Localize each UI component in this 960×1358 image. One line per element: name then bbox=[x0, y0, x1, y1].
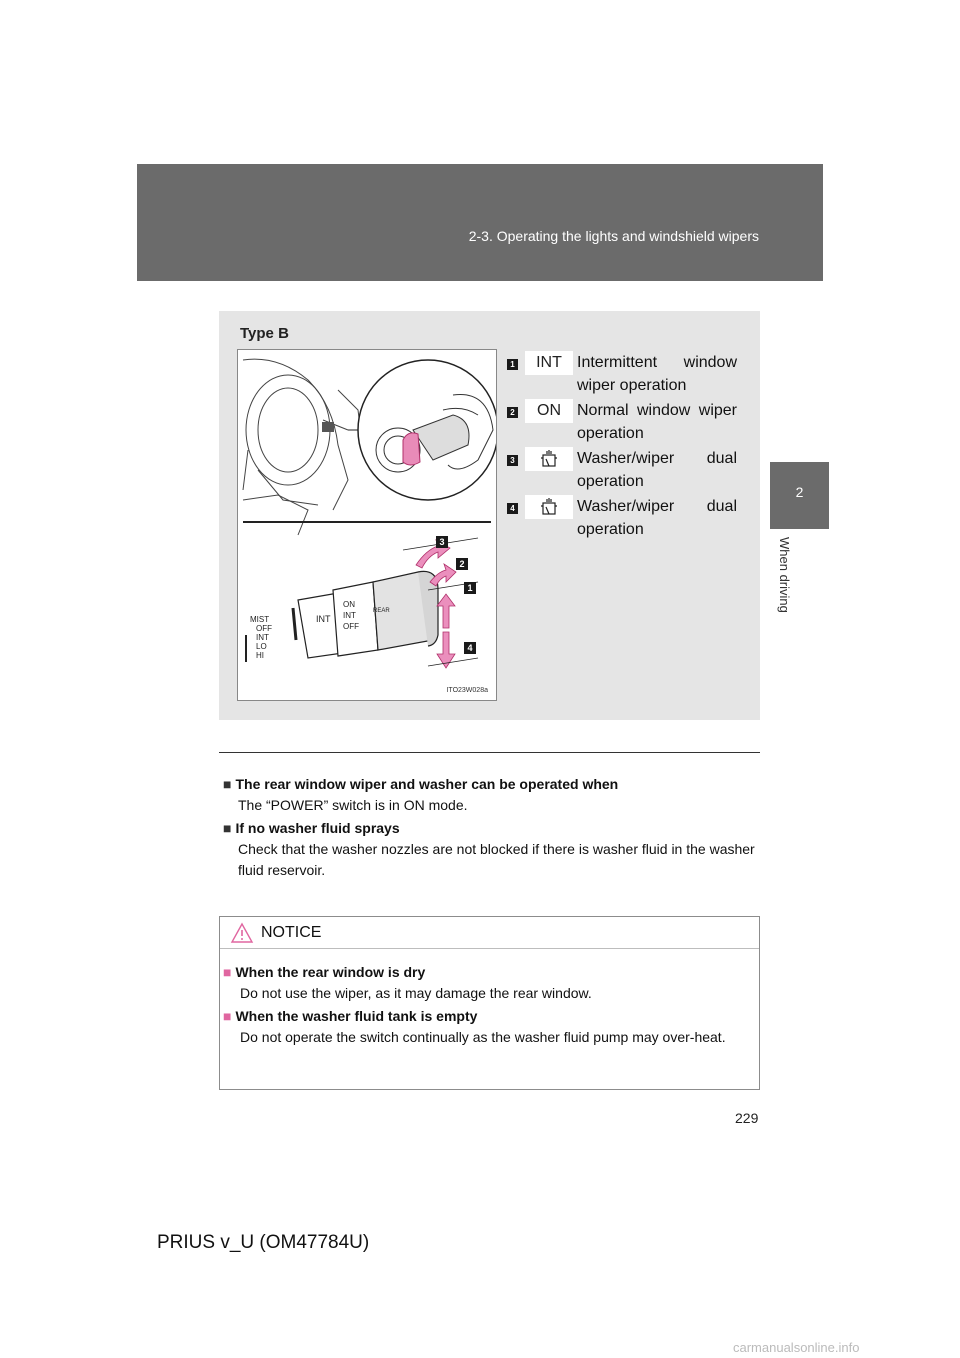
stalk-label-lo: LO bbox=[256, 642, 267, 651]
square-bullet-icon: ■ bbox=[223, 1008, 232, 1024]
square-bullet-icon: ■ bbox=[223, 776, 232, 792]
wiper-illustration bbox=[237, 349, 497, 701]
chapter-header bbox=[137, 164, 823, 281]
stalk-label-rear: REAR bbox=[373, 608, 390, 614]
legend-text: Intermittent window wiper operation bbox=[577, 354, 737, 394]
notice-content bbox=[220, 949, 759, 1048]
stalk-label-int: INT bbox=[256, 633, 269, 642]
note-heading: ■ The rear window wiper and washer can be operated when bbox=[223, 776, 619, 792]
stalk-label-hi: HI bbox=[256, 651, 264, 660]
notice-box bbox=[219, 916, 760, 1090]
legend-text: Washer/wiper dual operation bbox=[577, 450, 737, 490]
chapter-number: 2 bbox=[795, 484, 804, 500]
legend-mark bbox=[525, 447, 573, 471]
note-body: Check that the washer nozzles are not blocked if there is washer fluid in the washer fluid reservoir. bbox=[238, 841, 755, 878]
stalk-label-int-ring: INT bbox=[316, 614, 331, 624]
callout-4: 4 bbox=[467, 643, 473, 653]
stalk-label-mist: MIST bbox=[250, 615, 270, 624]
wiper-legend bbox=[505, 349, 745, 541]
stalk-label-rear-off: OFF bbox=[343, 622, 359, 631]
rear-washer-icon bbox=[538, 450, 560, 468]
note-body: The “POWER” switch is in ON mode. bbox=[238, 797, 468, 813]
legend-item bbox=[505, 349, 745, 397]
legend-item bbox=[505, 493, 745, 541]
square-bullet-icon: ■ bbox=[223, 964, 232, 980]
notice-body: Do not use the wiper, as it may damage the rear window. bbox=[240, 985, 592, 1001]
section-title: 2-3. Operating the lights and windshield wipers bbox=[468, 228, 759, 244]
illustration-code: ITO23W028a bbox=[446, 687, 488, 694]
callout-2: 2 bbox=[459, 559, 465, 569]
notice-title: NOTICE bbox=[261, 924, 322, 941]
legend-mark: INT bbox=[525, 351, 573, 375]
stalk-label-on: ON bbox=[343, 600, 355, 609]
notice-body: Do not operate the switch continually as the washer fluid pump may over-heat. bbox=[240, 1029, 726, 1045]
rear-washer-icon bbox=[538, 498, 560, 516]
legend-text: Normal window wiper operation bbox=[577, 402, 737, 442]
legend-number: 3 bbox=[507, 455, 518, 466]
notice-header bbox=[220, 917, 759, 949]
section-divider bbox=[219, 752, 760, 753]
legend-item bbox=[505, 445, 745, 493]
chapter-tab bbox=[770, 462, 829, 529]
chapter-label: When driving bbox=[777, 537, 792, 613]
legend-number: 4 bbox=[507, 503, 518, 514]
square-bullet-icon: ■ bbox=[223, 820, 232, 836]
stalk-label-off: OFF bbox=[256, 624, 272, 633]
wiper-type-b-panel bbox=[219, 311, 760, 720]
legend-text: Washer/wiper dual operation bbox=[577, 498, 737, 538]
stalk-label-rear-int: INT bbox=[343, 611, 356, 620]
notice-heading: ■ When the washer fluid tank is empty bbox=[223, 1008, 478, 1024]
type-label: Type B bbox=[240, 325, 289, 342]
legend-mark: ON bbox=[525, 399, 573, 423]
note-heading: ■ If no washer fluid sprays bbox=[223, 820, 400, 836]
wiper-stalk-drawing bbox=[238, 350, 496, 700]
warning-triangle-icon bbox=[230, 922, 254, 944]
legend-mark bbox=[525, 495, 573, 519]
callout-1: 1 bbox=[467, 583, 473, 593]
legend-item bbox=[505, 397, 745, 445]
legend-number: 1 bbox=[507, 359, 518, 370]
manual-model: PRIUS v_U (OM47784U) bbox=[157, 1232, 370, 1253]
notice-heading: ■ When the rear window is dry bbox=[223, 964, 426, 980]
watermark: carmanualsonline.info bbox=[733, 1340, 860, 1355]
callout-3: 3 bbox=[439, 537, 445, 547]
operation-notes bbox=[223, 772, 756, 883]
legend-number: 2 bbox=[507, 407, 518, 418]
page-number: 229 bbox=[735, 1110, 759, 1126]
